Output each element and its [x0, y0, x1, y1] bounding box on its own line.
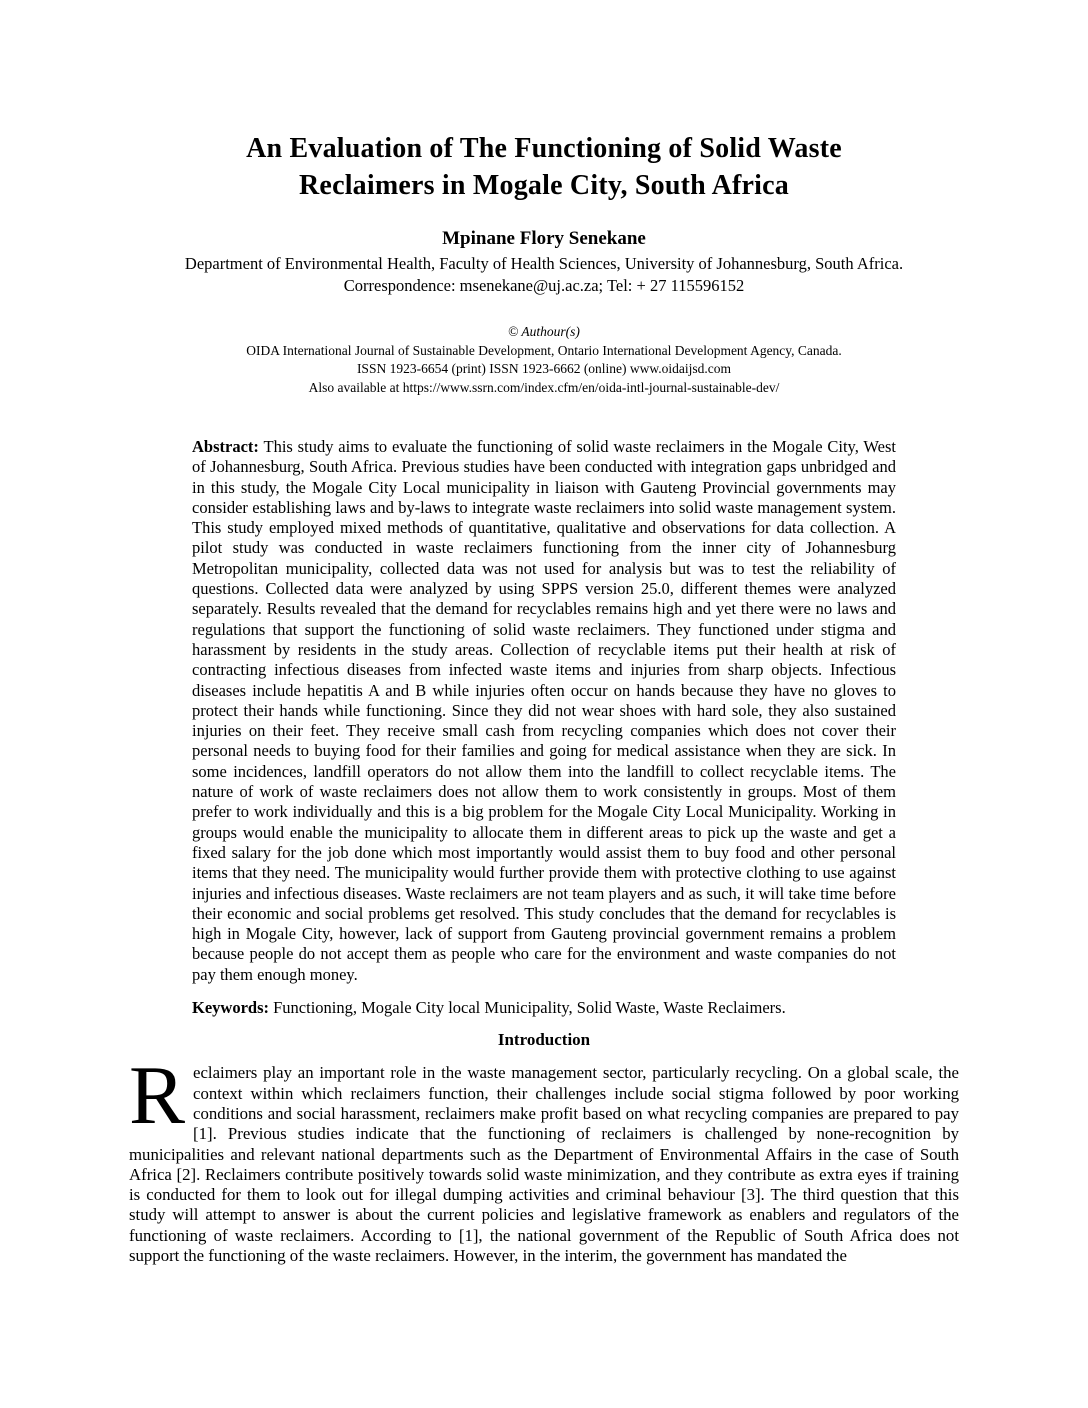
introduction-paragraph — [129, 1049, 959, 1266]
publisher-block — [0, 323, 1088, 397]
correspondence-line: Correspondence: msenekane@uj.ac.za; Tel: + 27 115596152 — [343, 276, 745, 295]
keywords-label: Keywords: — [192, 998, 269, 1018]
introduction-text: eclaimers play an important role in the waste management sector, particularly recycling. On a global scale, the context within which reclaimers function, their challenges include social stigma followed by poor working conditions and social harassment, reclaimers make profit based on what recycling companies are prepared to pay [1]. Previous studies indicate that the functioning of reclaimers is challenged by none-recognition by municipalities and relevant national departments such as the Department of Environmental Affairs in the case of South Africa [2]. Reclaimers contribute positively towards solid waste minimization, and they contribute as extra eyes if training is conducted for them to look out for illegal dumping activities and criminal behaviour [3]. The third question that this study will attempt to answer is about the current policies and legislative framework as enablers and regulators of the functioning of waste reclaimers. According to [1], the national government of the Republic of South Africa does not support the functioning of the waste reclaimers. However, in the interim, the government has mandated the — [129, 1063, 959, 1265]
drop-cap-letter: R — [129, 1049, 186, 1143]
paper-title-line-2: Reclaimers in Mogale City, South Africa — [299, 170, 789, 201]
author-name: Mpinane Flory Senekane — [442, 228, 646, 249]
keywords-paragraph — [192, 998, 896, 1018]
introduction-heading: Introduction — [497, 1030, 591, 1050]
abstract-paragraph — [192, 437, 896, 985]
issn-line: ISSN 1923-6654 (print) ISSN 1923-6662 (online) www.oidaijsd.com — [356, 361, 732, 376]
paper-title — [0, 0, 1088, 204]
copyright-line: © Authour(s) — [508, 324, 580, 339]
keywords-text: Functioning, Mogale City local Municipality, Solid Waste, Waste Reclaimers. — [273, 998, 786, 1018]
journal-line: OIDA International Journal of Sustainable Development, Ontario International Development Agency, Canada. — [246, 342, 842, 358]
author-affiliation: Department of Environmental Health, Faculty of Health Sciences, University of Johannesburg, South Africa. — [184, 254, 904, 273]
abstract-label: Abstract: — [192, 437, 259, 456]
abstract-text: This study aims to evaluate the functioning of solid waste reclaimers in the Mogale City, West of Johannesburg, South Africa. Previous studies have been conducted with integration gaps unbridged and in this study, the Mogale City Local municipality in liaison with Gauteng Provincial governments may consider establishing laws and by-laws to integrate waste reclaimers into solid waste management system. This study employed mixed methods of quantitative, qualitative and observations for data collection. A pilot study was conducted in waste reclaimers functioning from the inner city of Johannesburg Metropolitan municipality, collected data was not used for analysis but was to test the reliability of questions. Collected data were analyzed by using SPPS version 25.0, different themes were analyzed separately. Results revealed that the demand for recyclables remains high and yet there were no laws and regulations that support the functioning of solid waste reclaimers. They functioned under stigma and harassment by residents in the study areas. Collection of recyclable items put their health at risk of contracting infectious diseases from infected waste items and injuries from sharp objects. Infectious diseases include hepatitis A and B while injuries often occur on hands because they have no gloves to protect their hands while functioning. Since they did not wear shoes with hard sole, they also sustained injuries on their feet. They receive small cash from recycling companies which does not cover their personal needs to buying food for their families and going for medical assistance when they are sick. In some incidences, landfill operators do not allow them into the landfill to collect recyclable items. The nature of work of waste reclaimers does not allow them to work consistently in groups. Most of them prefer to work individually and this is a big problem for the Mogale City Local Municipality. Working in groups would enable the municipality to allocate them in different areas to pick up the waste and get a fixed salary for the job done which most importantly would assist them to buy food and other personal items that they need. The municipality would further provide them with protective clothing to use against injuries and infectious diseases. Waste reclaimers are not team players and as such, it will take time before their economic and social problems get resolved. This study concludes that the demand for recyclables is high in Mogale City, however, lack of support from Gauteng provincial government remains a problem because people do not accept them as people who care for the environment and waste companies do not pay them enough money. — [192, 437, 897, 984]
availability-line: Also available at https://www.ssrn.com/index.cfm/en/oida-intl-journal-sustainable-dev/ — [308, 379, 780, 395]
paper-title-line-1: An Evaluation of The Functioning of Solid Waste — [246, 133, 842, 164]
